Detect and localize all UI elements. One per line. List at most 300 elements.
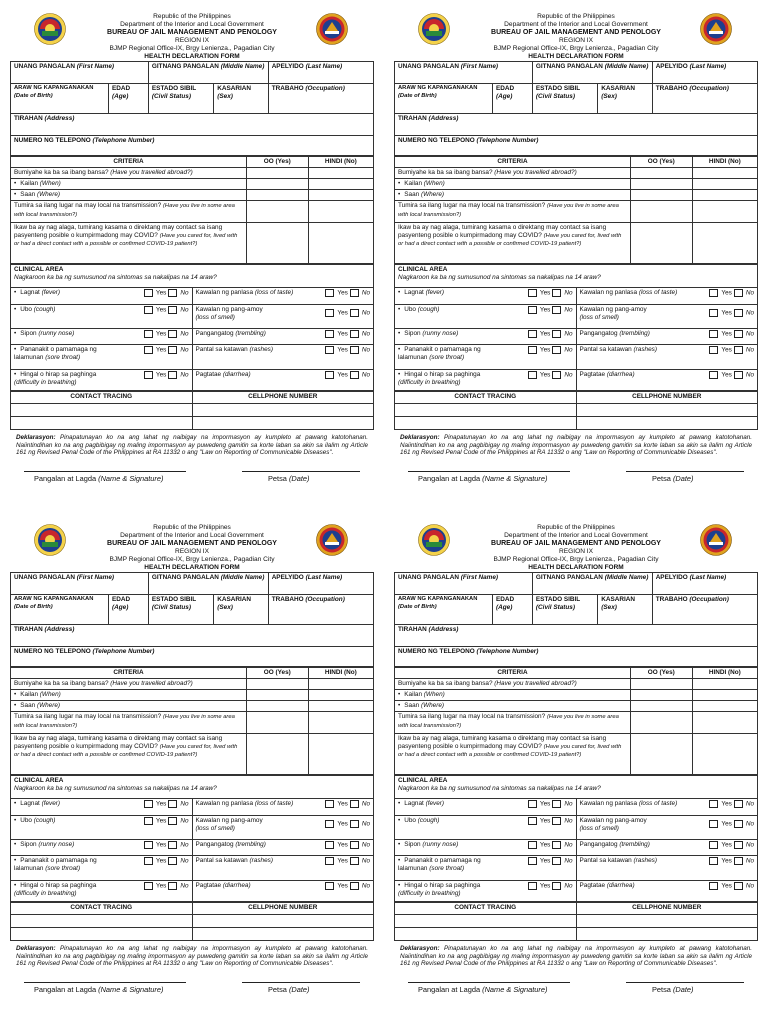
contact-yes-cell[interactable]: [630, 223, 692, 264]
symptom-smell: Kawalan ng pang-amoy (loss of smell) Yes No: [576, 305, 758, 329]
diarrhea-yes-checkbox[interactable]: [325, 882, 334, 890]
runny-no-checkbox[interactable]: [168, 330, 177, 338]
sex-field[interactable]: KASARIAN (Sex): [598, 84, 652, 114]
header-bureau: BUREAU OF JAIL MANAGEMENT AND PENOLOGY: [107, 540, 277, 547]
symptom-rashes: Pantal sa katawan (rashes) Yes No: [192, 345, 374, 370]
date-label: Petsa (Date): [268, 474, 310, 483]
last-name-field[interactable]: APELYIDO (Last Name): [268, 573, 373, 595]
when-no-cell[interactable]: [308, 179, 373, 190]
signature-label: Pangalan at Lagda (Name & Signature): [418, 474, 548, 483]
signature-line[interactable]: [24, 982, 186, 983]
criteria-header: CRITERIA: [395, 668, 631, 679]
rashes-yes-checkbox[interactable]: [325, 857, 334, 865]
trembling-yes-checkbox[interactable]: [325, 330, 334, 338]
symptom-trembling: Pangangatog (trembling) Yes No: [192, 329, 374, 345]
transmission-yes-cell[interactable]: [630, 201, 692, 223]
symptom-breathing: • Hingal o hirap sa paghinga (difficulty in breathing) Yes No: [11, 370, 193, 391]
symptom-cough: • Ubo (cough) Yes No: [11, 816, 193, 840]
date-label: Petsa (Date): [652, 474, 694, 483]
breath-yes-checkbox[interactable]: [528, 371, 537, 379]
contact-tracing-table: [10, 902, 374, 941]
where-no-cell[interactable]: [692, 701, 757, 712]
civil-status-field[interactable]: ESTADO SIBIL (Civil Status): [148, 595, 213, 625]
contact-phone-cell[interactable]: [192, 915, 374, 928]
rashes-no-checkbox[interactable]: [734, 857, 743, 865]
travel-no-cell[interactable]: [308, 679, 373, 690]
symptom-runny-nose: • Sipon (runny nose) Yes No: [11, 840, 193, 856]
taste-yes-checkbox[interactable]: [325, 289, 334, 297]
symptom-breathing: • Hingal o hirap sa paghinga (difficulty in breathing) Yes No: [11, 881, 193, 902]
where-yes-cell[interactable]: [246, 190, 308, 201]
cough-yes-checkbox[interactable]: [144, 306, 153, 314]
diarrhea-yes-checkbox[interactable]: [709, 882, 718, 890]
transmission-yes-cell[interactable]: [630, 712, 692, 734]
contact-name-cell[interactable]: [395, 404, 577, 417]
last-name-field[interactable]: APELYIDO (Last Name): [652, 573, 757, 595]
throat-no-checkbox[interactable]: [552, 346, 561, 354]
breath-yes-checkbox[interactable]: [528, 882, 537, 890]
smell-yes-checkbox[interactable]: [325, 309, 334, 317]
throat-no-checkbox[interactable]: [168, 857, 177, 865]
sex-field[interactable]: KASARIAN (Sex): [214, 595, 268, 625]
header-bureau: BUREAU OF JAIL MANAGEMENT AND PENOLOGY: [491, 29, 661, 36]
symptom-trembling: Pangangatog (trembling) Yes No: [192, 840, 374, 856]
smell-yes-checkbox[interactable]: [709, 820, 718, 828]
cellphone-header: CELLPHONE NUMBER: [192, 392, 374, 404]
cough-no-checkbox[interactable]: [168, 817, 177, 825]
symptom-rashes: Pantal sa katawan (rashes) Yes No: [192, 856, 374, 881]
where-yes-cell[interactable]: [246, 701, 308, 712]
travel-when: • Kailan (When): [395, 690, 631, 701]
rashes-no-checkbox[interactable]: [350, 857, 359, 865]
transmission-yes-cell[interactable]: [246, 201, 308, 223]
occupation-field[interactable]: TRABAHO (Occupation): [652, 84, 757, 114]
symptom-diarrhea: Pagtatae (diarrhea) Yes No: [192, 881, 374, 902]
symptom-taste: Kawalan ng panlasa (loss of taste) Yes No: [192, 799, 374, 816]
date-line[interactable]: [626, 471, 744, 472]
symptom-cough: • Ubo (cough) Yes No: [395, 305, 577, 329]
header-region: REGION IX: [558, 548, 594, 555]
declaration: Deklarasyon: Pinapatunayan ko na ang lahat ng naibigay na impormasyon ay kumpleto at pawang katotohanan. Naiintindihan ko na ang pagbibigay ng maling impormasyon ay puwedeng gamitin sa korte laban sa akin sa ilalim ng Article 161 ng Revised Penal Code of the Philippines at RA 11332 o ang "Law on Reporting of Communicable Diseases".: [16, 945, 368, 967]
dob-field[interactable]: ARAW NG KAPANGANAKAN (Date of Birth): [395, 595, 493, 625]
symptom-smell: Kawalan ng pang-amoy (loss of smell) Yes No: [576, 816, 758, 840]
travel-when: • Kailan (When): [11, 179, 247, 190]
phone-field[interactable]: NUMERO NG TELEPONO (Telephone Number): [11, 136, 374, 156]
header-bureau: BUREAU OF JAIL MANAGEMENT AND PENOLOGY: [491, 540, 661, 547]
fever-yes-checkbox[interactable]: [144, 289, 153, 297]
runny-no-checkbox[interactable]: [168, 841, 177, 849]
diarrhea-no-checkbox[interactable]: [350, 371, 359, 379]
first-name-field[interactable]: UNANG PANGALAN (First Name): [11, 573, 149, 595]
form-header: [10, 521, 374, 563]
address-field[interactable]: TIRAHAN (Address): [11, 114, 374, 136]
travel-no-cell[interactable]: [692, 679, 757, 690]
fever-no-checkbox[interactable]: [552, 800, 561, 808]
trembling-yes-checkbox[interactable]: [709, 841, 718, 849]
taste-no-checkbox[interactable]: [734, 289, 743, 297]
contact-yes-cell[interactable]: [630, 734, 692, 775]
when-yes-cell[interactable]: [246, 690, 308, 701]
cough-yes-checkbox[interactable]: [528, 306, 537, 314]
form-header: [394, 521, 758, 563]
smell-no-checkbox[interactable]: [350, 309, 359, 317]
date-line[interactable]: [626, 982, 744, 983]
criteria-table: [10, 667, 374, 775]
breath-yes-checkbox[interactable]: [144, 371, 153, 379]
rashes-no-checkbox[interactable]: [734, 346, 743, 354]
transmission-no-cell[interactable]: [692, 201, 757, 223]
contact-phone-cell[interactable]: [576, 915, 758, 928]
diarrhea-no-checkbox[interactable]: [734, 882, 743, 890]
occupation-field[interactable]: TRABAHO (Occupation): [268, 595, 373, 625]
travel-question: Bumiyahe ka ba sa ibang bansa? (Have you travelled abroad?): [11, 168, 247, 179]
smell-yes-checkbox[interactable]: [709, 309, 718, 317]
dob-field[interactable]: ARAW NG KAPANGANAKAN (Date of Birth): [11, 84, 109, 114]
symptom-fever: • Lagnat (fever) Yes No: [395, 288, 577, 305]
criteria-header: CRITERIA: [11, 157, 247, 168]
address-field[interactable]: TIRAHAN (Address): [11, 625, 374, 647]
contact-phone-cell[interactable]: [192, 404, 374, 417]
yes-header: OO (Yes): [630, 157, 692, 168]
contact-name-cell[interactable]: [11, 417, 193, 430]
throat-no-checkbox[interactable]: [552, 857, 561, 865]
throat-yes-checkbox[interactable]: [528, 857, 537, 865]
symptom-smell: Kawalan ng pang-amoy (loss of smell) Yes No: [192, 305, 374, 329]
travel-no-cell[interactable]: [692, 168, 757, 179]
symptom-runny-nose: • Sipon (runny nose) Yes No: [11, 329, 193, 345]
runny-no-checkbox[interactable]: [552, 841, 561, 849]
header-republic: Republic of the Philippines: [537, 13, 615, 20]
signature-line[interactable]: [408, 982, 570, 983]
runny-no-checkbox[interactable]: [552, 330, 561, 338]
diarrhea-yes-checkbox[interactable]: [709, 371, 718, 379]
header-office: BJMP Regional Office-IX, Brgy Lenienza., Pagadian City: [109, 45, 275, 52]
fever-no-checkbox[interactable]: [168, 800, 177, 808]
no-header: HINDI (No): [692, 668, 757, 679]
personal-info-table: [10, 61, 374, 156]
contact-tracing-header: CONTACT TRACING: [11, 392, 193, 404]
symptom-trembling: Pangangatog (trembling) Yes No: [576, 329, 758, 345]
throat-yes-checkbox[interactable]: [528, 346, 537, 354]
header-republic: Republic of the Philippines: [153, 13, 231, 20]
occupation-field[interactable]: TRABAHO (Occupation): [652, 595, 757, 625]
criteria-header: CRITERIA: [11, 668, 247, 679]
contact-no-cell[interactable]: [308, 734, 373, 775]
header-republic: Republic of the Philippines: [537, 524, 615, 531]
cough-yes-checkbox[interactable]: [528, 817, 537, 825]
form-title: HEALTH DECLARATION FORM: [528, 53, 624, 60]
fever-no-checkbox[interactable]: [552, 289, 561, 297]
header-republic: Republic of the Philippines: [153, 524, 231, 531]
travel-yes-cell[interactable]: [246, 168, 308, 179]
runny-yes-checkbox[interactable]: [528, 330, 537, 338]
travel-when: • Kailan (When): [11, 690, 247, 701]
cellphone-header: CELLPHONE NUMBER: [576, 392, 758, 404]
travel-question: Bumiyahe ka ba sa ibang bansa? (Have you travelled abroad?): [11, 679, 247, 690]
when-yes-cell[interactable]: [246, 179, 308, 190]
trembling-no-checkbox[interactable]: [734, 841, 743, 849]
symptom-trembling: Pangangatog (trembling) Yes No: [576, 840, 758, 856]
symptom-smell: Kawalan ng pang-amoy (loss of smell) Yes No: [192, 816, 374, 840]
contact-name-cell[interactable]: [11, 404, 193, 417]
health-declaration-form-4: [394, 521, 758, 1024]
form-title: HEALTH DECLARATION FORM: [528, 564, 624, 571]
personal-info-table: [10, 572, 374, 667]
contact-tracing-header: CONTACT TRACING: [11, 903, 193, 915]
criteria-table: [10, 156, 374, 264]
smell-no-checkbox[interactable]: [350, 820, 359, 828]
signature-area: [394, 461, 758, 487]
symptom-cough: • Ubo (cough) Yes No: [11, 305, 193, 329]
where-no-cell[interactable]: [692, 190, 757, 201]
header-department: Department of the Interior and Local Government: [120, 21, 264, 28]
runny-yes-checkbox[interactable]: [144, 330, 153, 338]
header-region: REGION IX: [174, 37, 210, 44]
clinical-area-table: [10, 775, 374, 902]
travel-question: Bumiyahe ka ba sa ibang bansa? (Have you travelled abroad?): [395, 168, 631, 179]
contact-no-cell[interactable]: [692, 223, 757, 264]
last-name-field[interactable]: APELYIDO (Last Name): [652, 62, 757, 84]
symptom-sore-throat: • Pananakit o pamamaga ng lalamunan (sore throat) Yes No: [11, 856, 193, 881]
transmission-no-cell[interactable]: [308, 201, 373, 223]
age-field[interactable]: EDAD (Age): [109, 84, 149, 114]
contact-tracing-table: [10, 391, 374, 430]
trembling-no-checkbox[interactable]: [350, 841, 359, 849]
where-no-cell[interactable]: [308, 701, 373, 712]
contact-yes-cell[interactable]: [246, 734, 308, 775]
fever-no-checkbox[interactable]: [168, 289, 177, 297]
symptom-diarrhea: Pagtatae (diarrhea) Yes No: [192, 370, 374, 391]
symptom-rashes: Pantal sa katawan (rashes) Yes No: [576, 345, 758, 370]
civil-status-field[interactable]: ESTADO SIBIL (Civil Status): [532, 595, 597, 625]
travel-yes-cell[interactable]: [246, 679, 308, 690]
middle-name-field[interactable]: GITNANG PANGALAN (Middle Name): [148, 573, 268, 595]
fever-yes-checkbox[interactable]: [528, 289, 537, 297]
breath-no-checkbox[interactable]: [168, 371, 177, 379]
personal-info-table: [394, 572, 758, 667]
local-transmission-question: Tumira sa ilang lugar na may local na transmission? (Have you live in some area with local transmission?): [395, 712, 631, 734]
clinical-area-heading: CLINICAL AREA Nagkaroon ka ba ng sumusunod na sintomas sa nakalipas na 14 araw?: [11, 776, 374, 799]
date-line[interactable]: [242, 982, 360, 983]
header-office: BJMP Regional Office-IX, Brgy Lenienza., Pagadian City: [109, 556, 275, 563]
rashes-yes-checkbox[interactable]: [325, 346, 334, 354]
header-office: BJMP Regional Office-IX, Brgy Lenienza., Pagadian City: [493, 556, 659, 563]
transmission-yes-cell[interactable]: [246, 712, 308, 734]
breath-no-checkbox[interactable]: [168, 882, 177, 890]
runny-yes-checkbox[interactable]: [144, 841, 153, 849]
rashes-no-checkbox[interactable]: [350, 346, 359, 354]
contact-phone-cell[interactable]: [192, 417, 374, 430]
taste-yes-checkbox[interactable]: [709, 289, 718, 297]
trembling-yes-checkbox[interactable]: [709, 330, 718, 338]
symptom-runny-nose: • Sipon (runny nose) Yes No: [395, 329, 577, 345]
age-field[interactable]: EDAD (Age): [109, 595, 149, 625]
contact-tracing-header: CONTACT TRACING: [395, 392, 577, 404]
header-bureau: BUREAU OF JAIL MANAGEMENT AND PENOLOGY: [107, 29, 277, 36]
first-name-field[interactable]: UNANG PANGALAN (First Name): [11, 62, 149, 84]
form-title: HEALTH DECLARATION FORM: [144, 53, 240, 60]
signature-label: Pangalan at Lagda (Name & Signature): [418, 985, 548, 994]
age-field[interactable]: EDAD (Age): [493, 84, 533, 114]
middle-name-field[interactable]: GITNANG PANGALAN (Middle Name): [532, 62, 652, 84]
civil-status-field[interactable]: ESTADO SIBIL (Civil Status): [532, 84, 597, 114]
last-name-field[interactable]: APELYIDO (Last Name): [268, 62, 373, 84]
bjmp-seal-icon: [316, 13, 348, 45]
travel-yes-cell[interactable]: [630, 679, 692, 690]
clinical-area-heading: CLINICAL AREA Nagkaroon ka ba ng sumusunod na sintomas sa nakalipas na 14 araw?: [395, 265, 758, 288]
address-field[interactable]: TIRAHAN (Address): [395, 114, 758, 136]
smell-no-checkbox[interactable]: [734, 820, 743, 828]
form-header: [394, 10, 758, 52]
symptom-runny-nose: • Sipon (runny nose) Yes No: [395, 840, 577, 856]
symptom-fever: • Lagnat (fever) Yes No: [11, 288, 193, 305]
no-header: HINDI (No): [308, 668, 373, 679]
first-name-field[interactable]: UNANG PANGALAN (First Name): [395, 62, 533, 84]
phone-field[interactable]: NUMERO NG TELEPONO (Telephone Number): [11, 647, 374, 667]
fever-yes-checkbox[interactable]: [528, 800, 537, 808]
civil-status-field[interactable]: ESTADO SIBIL (Civil Status): [148, 84, 213, 114]
contact-phone-cell[interactable]: [192, 928, 374, 941]
symptom-rashes: Pantal sa katawan (rashes) Yes No: [576, 856, 758, 881]
transmission-no-cell[interactable]: [692, 712, 757, 734]
transmission-no-cell[interactable]: [308, 712, 373, 734]
contact-yes-cell[interactable]: [246, 223, 308, 264]
sex-field[interactable]: KASARIAN (Sex): [214, 84, 268, 114]
trembling-no-checkbox[interactable]: [734, 330, 743, 338]
symptom-breathing: • Hingal o hirap sa paghinga (difficulty in breathing) Yes No: [395, 370, 577, 391]
header-office: BJMP Regional Office-IX, Brgy Lenienza., Pagadian City: [493, 45, 659, 52]
signature-line[interactable]: [24, 471, 186, 472]
criteria-table: [394, 156, 758, 264]
when-no-cell[interactable]: [692, 690, 757, 701]
sex-field[interactable]: KASARIAN (Sex): [598, 595, 652, 625]
signature-line[interactable]: [408, 471, 570, 472]
cough-no-checkbox[interactable]: [552, 817, 561, 825]
runny-yes-checkbox[interactable]: [528, 841, 537, 849]
dilg-seal-icon: [34, 524, 66, 556]
taste-no-checkbox[interactable]: [350, 289, 359, 297]
declaration: Deklarasyon: Pinapatunayan ko na ang lahat ng naibigay na impormasyon ay kumpleto at pawang katotohanan. Naiintindihan ko na ang pagbibigay ng maling impormasyon ay puwedeng gamitin sa korte laban sa akin sa ilalim ng Article 161 ng Revised Penal Code of the Philippines at RA 11332 o ang "Law on Reporting of Communicable Diseases".: [400, 434, 752, 456]
date-label: Petsa (Date): [268, 985, 310, 994]
rashes-yes-checkbox[interactable]: [709, 346, 718, 354]
trembling-no-checkbox[interactable]: [350, 330, 359, 338]
where-no-cell[interactable]: [308, 190, 373, 201]
throat-yes-checkbox[interactable]: [144, 346, 153, 354]
dob-field[interactable]: ARAW NG KAPANGANAKAN (Date of Birth): [11, 595, 109, 625]
throat-no-checkbox[interactable]: [168, 346, 177, 354]
cellphone-header: CELLPHONE NUMBER: [192, 903, 374, 915]
breath-yes-checkbox[interactable]: [144, 882, 153, 890]
fever-yes-checkbox[interactable]: [144, 800, 153, 808]
contact-tracing-header: CONTACT TRACING: [395, 903, 577, 915]
header-region: REGION IX: [174, 548, 210, 555]
phone-field[interactable]: NUMERO NG TELEPONO (Telephone Number): [395, 647, 758, 667]
contact-tracing-table: [394, 391, 758, 430]
cough-no-checkbox[interactable]: [552, 306, 561, 314]
diarrhea-no-checkbox[interactable]: [734, 371, 743, 379]
age-field[interactable]: EDAD (Age): [493, 595, 533, 625]
symptom-sore-throat: • Pananakit o pamamaga ng lalamunan (sore throat) Yes No: [395, 345, 577, 370]
symptom-cough: • Ubo (cough) Yes No: [395, 816, 577, 840]
contact-name-cell[interactable]: [11, 915, 193, 928]
contact-name-cell[interactable]: [11, 928, 193, 941]
breath-no-checkbox[interactable]: [552, 882, 561, 890]
bjmp-seal-icon: [316, 524, 348, 556]
where-yes-cell[interactable]: [630, 701, 692, 712]
contact-no-cell[interactable]: [692, 734, 757, 775]
form-header: [10, 10, 374, 52]
travel-where: • Saan (Where): [395, 190, 631, 201]
smell-no-checkbox[interactable]: [734, 309, 743, 317]
contact-no-cell[interactable]: [308, 223, 373, 264]
symptom-fever: • Lagnat (fever) Yes No: [11, 799, 193, 816]
clinical-area-table: [394, 264, 758, 391]
date-line[interactable]: [242, 471, 360, 472]
travel-yes-cell[interactable]: [630, 168, 692, 179]
diarrhea-no-checkbox[interactable]: [350, 882, 359, 890]
cough-no-checkbox[interactable]: [168, 306, 177, 314]
health-declaration-form-3: [10, 521, 374, 1024]
contact-phone-cell[interactable]: [576, 417, 758, 430]
local-transmission-question: Tumira sa ilang lugar na may local na transmission? (Have you live in some area with local transmission?): [395, 201, 631, 223]
travel-no-cell[interactable]: [308, 168, 373, 179]
declaration: Deklarasyon: Pinapatunayan ko na ang lahat ng naibigay na impormasyon ay kumpleto at pawang katotohanan. Naiintindihan ko na ang pagbibigay ng maling impormasyon ay puwedeng gamitin sa korte laban sa akin sa ilalim ng Article 161 ng Revised Penal Code of the Philippines at RA 11332 o ang "Law on Reporting of Communicable Diseases".: [400, 945, 752, 967]
dilg-seal-icon: [34, 13, 66, 45]
clinical-area-heading: CLINICAL AREA Nagkaroon ka ba ng sumusunod na sintomas sa nakalipas na 14 araw?: [11, 265, 374, 288]
when-yes-cell[interactable]: [630, 179, 692, 190]
contact-phone-cell[interactable]: [576, 404, 758, 417]
taste-yes-checkbox[interactable]: [325, 800, 334, 808]
signature-label: Pangalan at Lagda (Name & Signature): [34, 985, 164, 994]
taste-no-checkbox[interactable]: [734, 800, 743, 808]
no-header: HINDI (No): [692, 157, 757, 168]
signature-area: [10, 461, 374, 487]
travel-where: • Saan (Where): [11, 701, 247, 712]
occupation-field[interactable]: TRABAHO (Occupation): [268, 84, 373, 114]
trembling-yes-checkbox[interactable]: [325, 841, 334, 849]
when-no-cell[interactable]: [308, 690, 373, 701]
no-header: HINDI (No): [308, 157, 373, 168]
covid-contact-question: Ikaw ba ay nag alaga, tumirang kasama o direktang may contact sa isang pasyenteng posible o kumpirmadong may COVID? (Have you cared for, lived with or had a direct contact with a possible or confirmed COVID-19 patient?): [11, 734, 247, 775]
breath-no-checkbox[interactable]: [552, 371, 561, 379]
diarrhea-yes-checkbox[interactable]: [325, 371, 334, 379]
address-field[interactable]: TIRAHAN (Address): [395, 625, 758, 647]
middle-name-field[interactable]: GITNANG PANGALAN (Middle Name): [148, 62, 268, 84]
throat-yes-checkbox[interactable]: [144, 857, 153, 865]
contact-name-cell[interactable]: [395, 928, 577, 941]
bjmp-seal-icon: [700, 524, 732, 556]
header-department: Department of the Interior and Local Government: [504, 532, 648, 539]
signature-label: Pangalan at Lagda (Name & Signature): [34, 474, 164, 483]
taste-yes-checkbox[interactable]: [709, 800, 718, 808]
rashes-yes-checkbox[interactable]: [709, 857, 718, 865]
middle-name-field[interactable]: GITNANG PANGALAN (Middle Name): [532, 573, 652, 595]
when-yes-cell[interactable]: [630, 690, 692, 701]
taste-no-checkbox[interactable]: [350, 800, 359, 808]
cough-yes-checkbox[interactable]: [144, 817, 153, 825]
symptom-taste: Kawalan ng panlasa (loss of taste) Yes No: [576, 799, 758, 816]
symptom-breathing: • Hingal o hirap sa paghinga (difficulty in breathing) Yes No: [395, 881, 577, 902]
dob-field[interactable]: ARAW NG KAPANGANAKAN (Date of Birth): [395, 84, 493, 114]
contact-name-cell[interactable]: [395, 915, 577, 928]
phone-field[interactable]: NUMERO NG TELEPONO (Telephone Number): [395, 136, 758, 156]
first-name-field[interactable]: UNANG PANGALAN (First Name): [395, 573, 533, 595]
where-yes-cell[interactable]: [630, 190, 692, 201]
contact-phone-cell[interactable]: [576, 928, 758, 941]
contact-name-cell[interactable]: [395, 417, 577, 430]
smell-yes-checkbox[interactable]: [325, 820, 334, 828]
when-no-cell[interactable]: [692, 179, 757, 190]
